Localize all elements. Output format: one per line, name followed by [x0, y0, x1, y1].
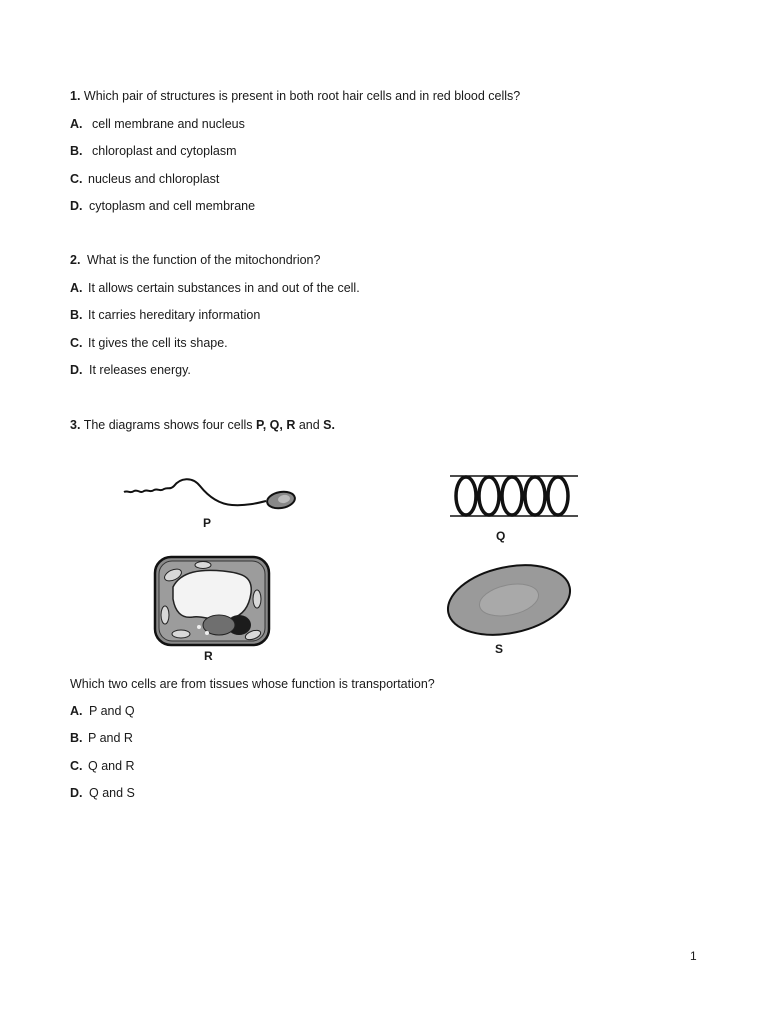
question-3	[70, 417, 335, 433]
option-letter: D.	[70, 786, 83, 800]
option-text: P and Q	[89, 704, 135, 718]
option-letter: D.	[70, 363, 83, 377]
option-3d	[70, 785, 135, 801]
option-2c	[70, 335, 228, 351]
option-text: Q and S	[89, 786, 135, 800]
figure-label-q: Q	[496, 529, 506, 543]
option-1a	[70, 116, 245, 132]
xylem-vessel-diagram	[450, 472, 580, 520]
question-1	[70, 88, 520, 104]
question-text: Which pair of structures is present in both root hair cells and in red blood cells?	[83, 89, 521, 103]
option-letter: B.	[70, 731, 83, 745]
question-2	[70, 252, 320, 268]
question-intro-cells: P, Q, R	[255, 418, 296, 432]
question-intro-last: S.	[323, 418, 335, 432]
option-text: It carries hereditary information	[88, 308, 261, 322]
option-3b	[70, 730, 133, 746]
option-text: It releases energy.	[89, 363, 191, 377]
option-letter: A.	[70, 281, 83, 295]
question-number: 3.	[70, 418, 81, 432]
option-letter: A.	[70, 704, 83, 718]
option-1c	[70, 171, 219, 187]
option-3a	[70, 703, 135, 719]
question-text: What is the function of the mitochondrion?	[87, 253, 321, 267]
red-blood-cell-diagram	[444, 563, 574, 637]
option-letter: C.	[70, 759, 83, 773]
option-letter: C.	[70, 172, 83, 186]
question-3-text: Which two cells are from tissues whose function is transportation?	[70, 677, 435, 691]
page-number: 1	[690, 949, 697, 963]
option-text: chloroplast and cytoplasm	[92, 144, 237, 158]
option-text: It gives the cell its shape.	[88, 336, 228, 350]
option-3c	[70, 758, 135, 774]
question-number: 2.	[70, 253, 81, 267]
option-text: nucleus and chloroplast	[88, 172, 220, 186]
figure-label-s: S	[495, 642, 504, 656]
option-1b	[70, 143, 237, 159]
question-intro: The diagrams shows four cells	[83, 418, 256, 432]
option-letter: D.	[70, 199, 83, 213]
option-text: Q and R	[88, 759, 135, 773]
option-text: It allows certain substances in and out of the cell.	[88, 281, 360, 295]
option-text: P and R	[88, 731, 133, 745]
option-letter: B.	[70, 308, 83, 322]
sperm-cell-diagram	[120, 470, 300, 518]
option-1d	[70, 198, 255, 214]
option-letter: A.	[70, 117, 83, 131]
plant-cell-diagram	[153, 555, 271, 647]
option-text: cytoplasm and cell membrane	[89, 199, 256, 213]
option-letter: B.	[70, 144, 83, 158]
option-2d	[70, 362, 191, 378]
question-intro-and: and	[295, 418, 324, 432]
question-number: 1.	[70, 89, 81, 103]
figure-label-r: R	[204, 649, 213, 663]
option-text: cell membrane and nucleus	[92, 117, 245, 131]
option-letter: C.	[70, 336, 83, 350]
option-2b	[70, 307, 260, 323]
figure-label-p: P	[203, 516, 212, 530]
option-2a	[70, 280, 360, 296]
